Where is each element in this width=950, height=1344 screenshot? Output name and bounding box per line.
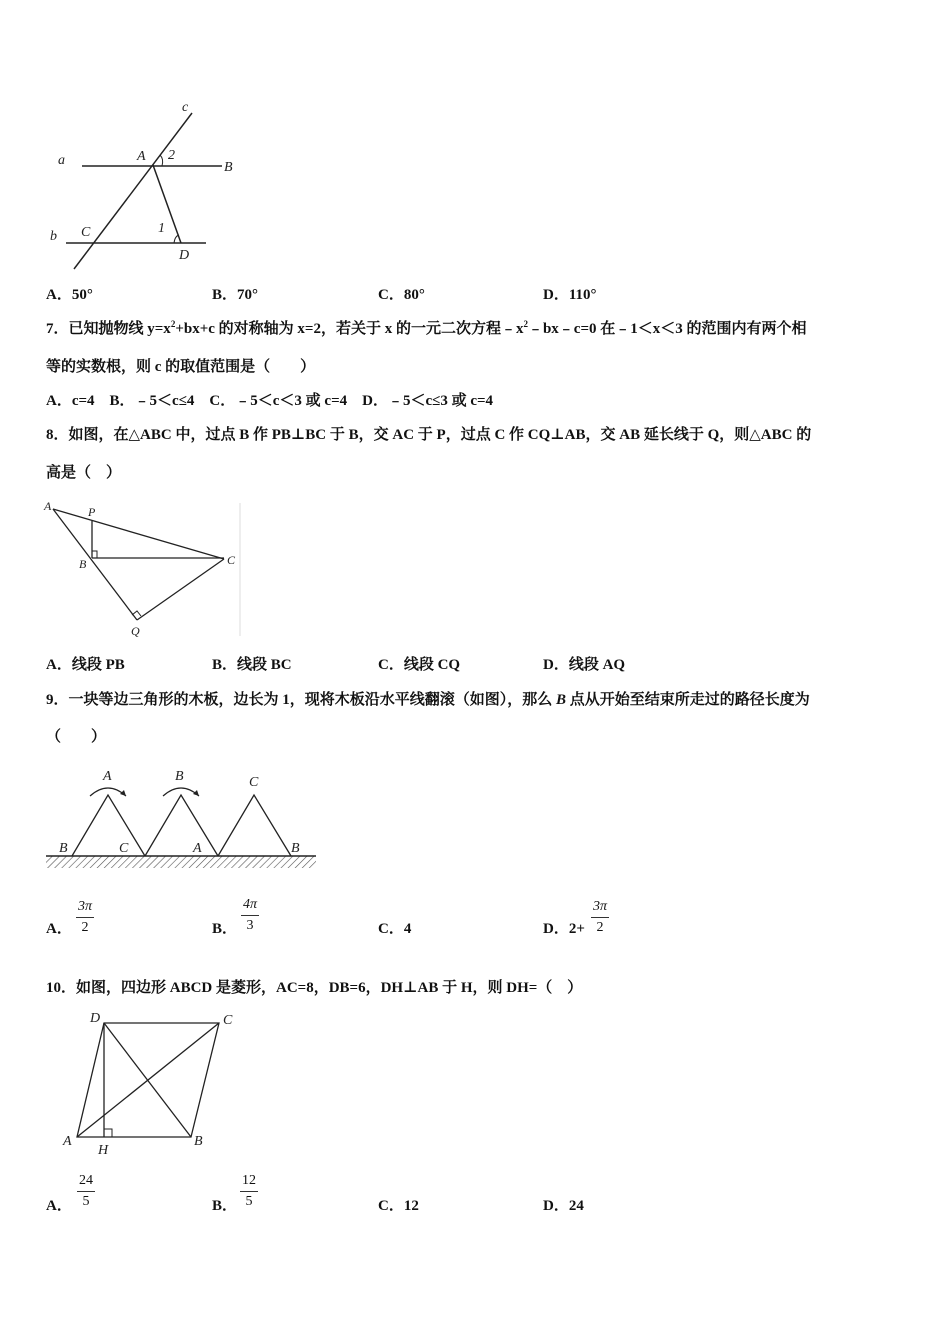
q8-option-d[interactable]: D．线段 AQ [543, 657, 626, 673]
q9-stem-line2: （ ） [46, 729, 107, 745]
q10-label-D: D [90, 1011, 101, 1026]
q10-figure [55, 1005, 245, 1160]
q9-option-c[interactable]: C．4 [378, 921, 412, 937]
q9-option-d[interactable] [543, 919, 585, 939]
q9-figure [40, 762, 325, 874]
q7-sup1: 2 [170, 319, 176, 329]
q8-label-B: B [79, 557, 87, 571]
q6-figure [40, 95, 260, 280]
q9-option-d-fraction [591, 899, 609, 936]
q9-stem-part1: 9．一块等边三角形的木板，边长为 1，现将木板沿水平线翻滚（如图），那么 [46, 692, 557, 708]
q7-stem-part1: 7．已知抛物线 y=x [46, 321, 171, 337]
q8-label-A: A [44, 499, 52, 513]
q10-option-b-fraction [240, 1173, 258, 1210]
q7-stem-line2: 等的实数根，则 c 的取值范围是（ ） [46, 359, 316, 375]
q9-option-a-fraction [76, 899, 94, 936]
q8-label-P: P [88, 505, 96, 519]
q6-label-B: B [224, 160, 233, 175]
q9-stem-part2: 点从开始至结束所走过的路径长度为 [566, 692, 810, 708]
q10-option-b-label: B． [212, 1198, 238, 1214]
q8-label-C: C [227, 553, 236, 567]
q7-stem-part3: ﹣bx﹣c=0 在﹣1＜x＜3 的范围内有两个相 [527, 321, 807, 337]
q6-option-b[interactable]: B．70° [212, 287, 259, 303]
q6-label-a: a [58, 153, 65, 168]
q9-option-a-num: 3π [78, 899, 93, 914]
q9-option-b-label: B． [212, 921, 238, 937]
q8-option-b[interactable]: B．线段 BC [212, 657, 292, 673]
q9-label-base1: B [59, 841, 68, 856]
q10-option-c[interactable]: C．12 [378, 1198, 419, 1214]
q8-option-c[interactable]: C．线段 CQ [378, 657, 461, 673]
q9-label-top1: A [103, 769, 112, 784]
q9-option-b[interactable] [212, 919, 237, 939]
q9-option-d-label: D．2+ [543, 921, 585, 937]
q9-option-b-num: 4π [243, 897, 258, 912]
q6-label-D: D [179, 248, 190, 263]
q9-label-top2: B [175, 769, 184, 784]
q6-label-c: c [182, 100, 189, 115]
q7-sup2: 2 [523, 319, 528, 329]
q7-options[interactable]: A．c=4 B．﹣5＜c≤4 C．﹣5＜c＜3 或 c=4 D．﹣5＜c≤3 或 c=4 [46, 393, 494, 409]
q9-stem-line1 [46, 690, 810, 710]
q9-option-a-den: 2 [81, 920, 89, 935]
q10-option-b[interactable] [212, 1196, 237, 1216]
q6-label-b: b [50, 229, 57, 244]
q8-label-Q: Q [131, 624, 140, 638]
q9-option-d-num: 3π [593, 899, 608, 914]
q9-option-b-den: 3 [246, 918, 254, 933]
q7-stem-part2: +bx+c 的对称轴为 x=2，若关于 x 的一元二次方程﹣x [175, 321, 524, 337]
q10-label-B: B [194, 1134, 203, 1149]
q9-option-d-den: 2 [596, 920, 604, 935]
q9-label-top3: C [249, 775, 259, 790]
q6-option-c[interactable]: C．80° [378, 287, 425, 303]
q10-label-A: A [63, 1134, 72, 1149]
q9-label-base2: C [119, 841, 129, 856]
q8-option-a[interactable]: A．线段 PB [46, 657, 125, 673]
q6-label-2: 2 [168, 148, 175, 163]
q10-option-a-fraction [77, 1173, 95, 1210]
q6-label-1: 1 [158, 221, 165, 236]
q6-option-d[interactable]: D．110° [543, 287, 597, 303]
q8-figure [40, 498, 245, 643]
q10-label-H: H [98, 1143, 109, 1158]
q6-label-C: C [81, 225, 91, 240]
q10-stem: 10．如图，四边形 ABCD 是菱形，AC=8，DB=6，DH⊥AB 于 H，则 DH=（ ） [46, 980, 583, 996]
q10-option-b-den: 5 [245, 1194, 253, 1209]
q8-stem-line1: 8．如图，在△ABC 中，过点 B 作 PB⊥BC 于 B，交 AC 于 P，过点 C 作 CQ⊥AB，交 AB 延长线于 Q，则△ABC 的 [46, 427, 812, 443]
q7-stem-line1 [46, 319, 807, 339]
q10-option-a-num: 24 [79, 1173, 93, 1188]
q10-option-b-num: 12 [242, 1173, 256, 1188]
q10-label-C: C [223, 1013, 233, 1028]
q9-label-base4: B [291, 841, 300, 856]
q9-option-a-label: A． [46, 921, 72, 937]
q9-option-b-fraction [241, 897, 259, 934]
q10-option-d[interactable]: D．24 [543, 1198, 584, 1214]
q10-option-a-den: 5 [82, 1194, 90, 1209]
q8-stem-line2: 高是（ ） [46, 465, 122, 481]
q6-label-A: A [137, 149, 146, 164]
q6-option-a[interactable]: A．50° [46, 287, 93, 303]
q9-stem-italic-b: B [556, 692, 567, 708]
q9-option-a[interactable] [46, 919, 72, 939]
q9-label-base3: A [193, 841, 202, 856]
q10-option-a-label: A． [46, 1198, 72, 1214]
q10-option-a[interactable] [46, 1196, 72, 1216]
